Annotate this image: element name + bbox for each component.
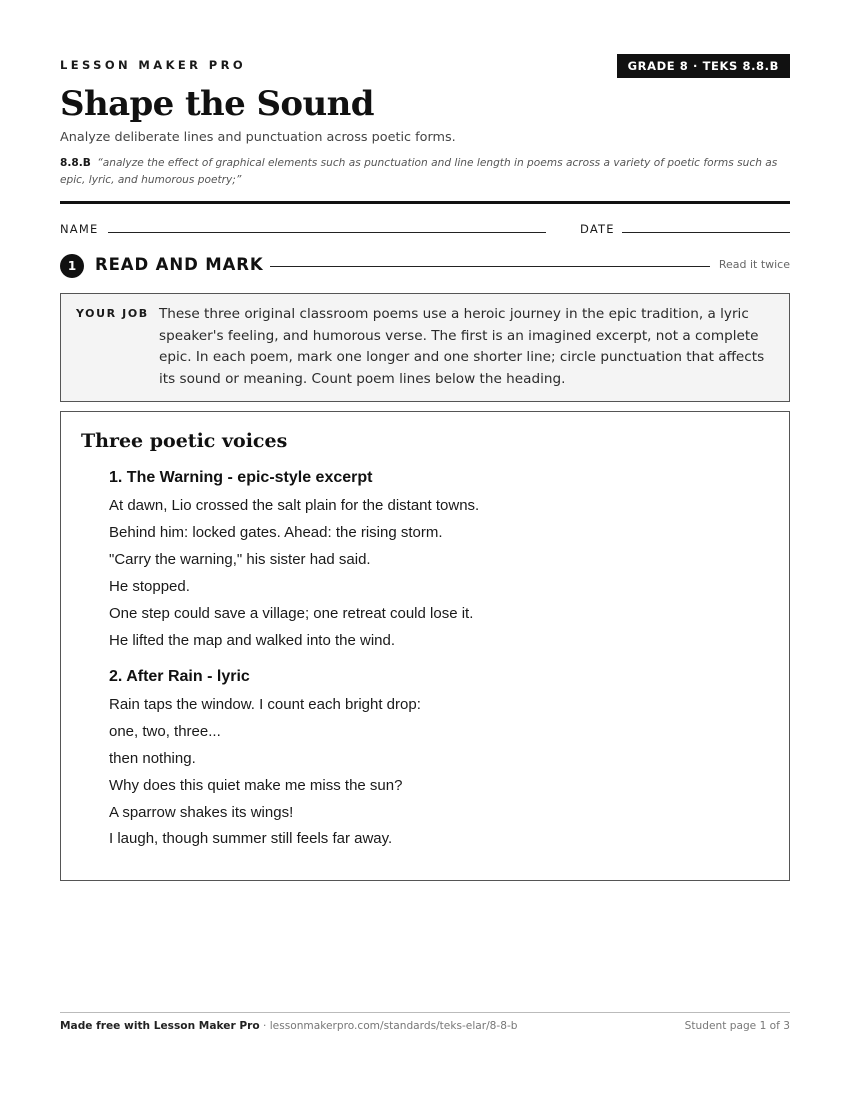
footer-page-number: Student page 1 of 3: [684, 1020, 790, 1032]
date-label: DATE: [580, 222, 615, 236]
poems-box: [60, 411, 790, 881]
job-instructions-box: [60, 293, 790, 402]
poem-1-heading: 1. The Warning - epic-style excerpt: [109, 469, 373, 486]
standard-description: [60, 155, 790, 189]
section-divider: [270, 266, 710, 267]
poem-line: I laugh, though summer still feels far away.: [109, 830, 393, 847]
brand-name: LESSON MAKER PRO: [60, 58, 247, 72]
poem-line: Rain taps the window. I count each bright drop:: [109, 696, 421, 713]
footer-url[interactable]: lessonmakerpro.com/standards/teks-elar/8-8-b: [269, 1020, 518, 1032]
job-label: YOUR JOB: [76, 307, 149, 320]
name-field[interactable]: [108, 232, 546, 233]
date-field[interactable]: [622, 232, 790, 233]
page-title: Shape the Sound: [60, 84, 374, 124]
standard-code: 8.8.B: [60, 157, 91, 169]
poem-line: At dawn, Lio crossed the salt plain for the distant towns.: [109, 497, 480, 514]
job-text: These three original classroom poems use a heroic journey in the epic tradition, a lyric speaker's feeling, and humorous verse. The first is an imagined excerpt, not a complete epic. In each poem, mark one longer and one shorter line; circle punctuation that affects its sound or meaning. Count poem lines below the heading.: [159, 306, 765, 387]
worksheet-page: [60, 0, 790, 1100]
poem-line: One step could save a village; one retreat could lose it.: [109, 605, 474, 622]
poem-line: A sparrow shakes its wings!: [109, 804, 294, 821]
standard-text: “analyze the effect of graphical elements such as punctuation and line length in poems across a variety of poetic forms such as epic, lyric, and humorous poetry;”: [60, 157, 778, 186]
page-subtitle: Analyze deliberate lines and punctuation across poetic forms.: [60, 130, 456, 145]
poem-line: then nothing.: [109, 750, 196, 767]
section-title: READ AND MARK: [95, 255, 264, 274]
grade-badge: GRADE 8 · TEKS 8.8.B: [617, 54, 790, 78]
poem-2-heading: 2. After Rain - lyric: [109, 668, 250, 685]
section-note: Read it twice: [718, 258, 790, 271]
poem-line: Why does this quiet make me miss the sun?: [109, 777, 403, 794]
footer-separator: ·: [259, 1020, 270, 1032]
poem-line: He stopped.: [109, 578, 190, 595]
poem-line: Behind him: locked gates. Ahead: the rising storm.: [109, 524, 443, 541]
footer-divider: [60, 1012, 790, 1013]
name-label: NAME: [60, 222, 99, 236]
footer-made-with: Made free with Lesson Maker Pro: [60, 1020, 260, 1032]
poems-title: Three poetic voices: [81, 430, 288, 452]
poem-line: "Carry the warning," his sister had said.: [109, 551, 371, 568]
footer-credit: [60, 1020, 518, 1032]
poem-line: one, two, three...: [109, 723, 221, 740]
poem-line: He lifted the map and walked into the wind.: [109, 632, 396, 649]
header-divider: [60, 201, 790, 204]
section-number-badge: 1: [60, 254, 84, 278]
